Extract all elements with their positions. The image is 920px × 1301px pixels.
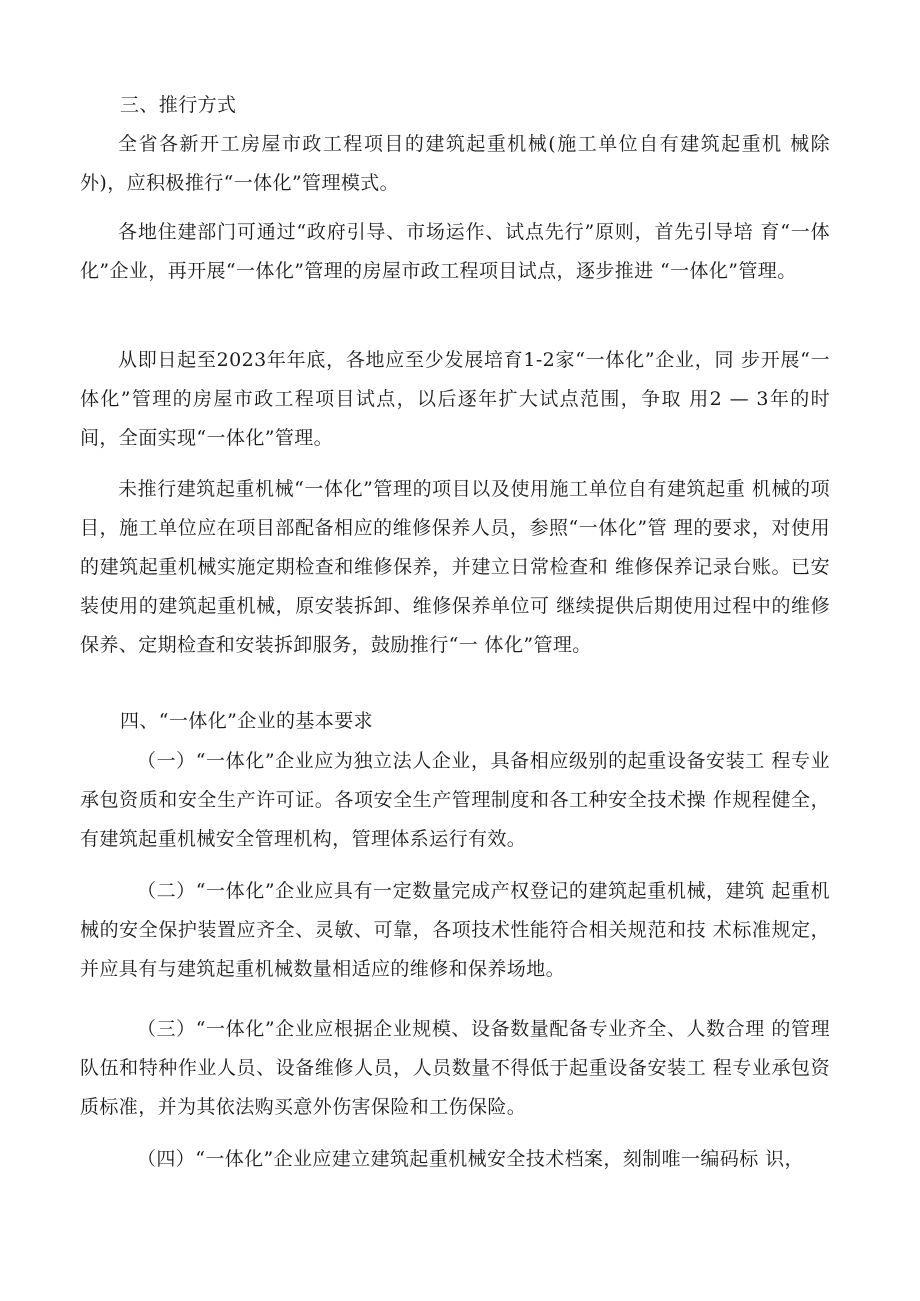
requirement-item-2: （二）“一体化”企业应具有一定数量完成产权登记的建筑起重机械，建筑 起重机械的安全保护装置应齐全、灵敏、可靠，各项技术性能符合相关规范和技 术标准规定，并应具有与建筑起重机械数量相适应的维修和保养场地。 [80,880,830,980]
section-heading-3: 三、推行方式 [120,94,237,116]
section-heading-4: 四、“一体化”企业的基本要求 [120,710,374,732]
paragraph-4: 未推行建筑起重机械“一体化”管理的项目以及使用施工单位自有建筑起重 机械的项目，施工单位应在项目部配备相应的维修保养人员，参照“一体化”管 理的要求，对使用的建筑起重机械实施定期检查和维修保养，并建立日常检查和 维修保养记录台账。已安装使用的建筑起重机械，原安装拆卸、维修保养单位可 继续提供后期使用过程中的维修保养、定期检查和安装拆卸服务，鼓励推行“一 体化”管理。 [80,478,830,656]
paragraph-3: 从即日起至2023年年底，各地应至少发展培育1-2家“一体化”企业，同 步开展“一体化”管理的房屋市政工程项目试点，以后逐年扩大试点范围，争取 用2 — 3年的时间，全面实现“一体化”管理。 [80,349,830,449]
paragraph-2: 各地住建部门可通过“政府引导、市场运作、试点先行”原则，首先引导培 育“一体化”企业，再开展“一体化”管理的房屋市政工程项目试点，逐步推进 “一体化”管理。 [80,221,830,282]
requirement-item-1: （一）“一体化”企业应为独立法人企业，具备相应级别的起重设备安装工 程专业承包资质和安全生产许可证。各项安全生产管理制度和各工种安全技术操 作规程健全，有建筑起重机械安全管理机构，管理体系运行有效。 [80,750,830,850]
paragraph-1: 全省各新开工房屋市政工程项目的建筑起重机械(施工单位自有建筑起重机 械除外)，应积极推行“一体化”管理模式。 [80,133,830,194]
requirement-item-4: （四）“一体化”企业应建立建筑起重机械安全技术档案，刻制唯一编码标 识， [137,1148,804,1170]
requirement-item-3: （三）“一体化”企业应根据企业规模、设备数量配备专业齐全、人数合理 的管理队伍和特种作业人员、设备维修人员，人员数量不得低于起重设备安装工 程专业承包资质标准，并为其依法购买意外伤害保险和工伤保险。 [80,1018,830,1118]
